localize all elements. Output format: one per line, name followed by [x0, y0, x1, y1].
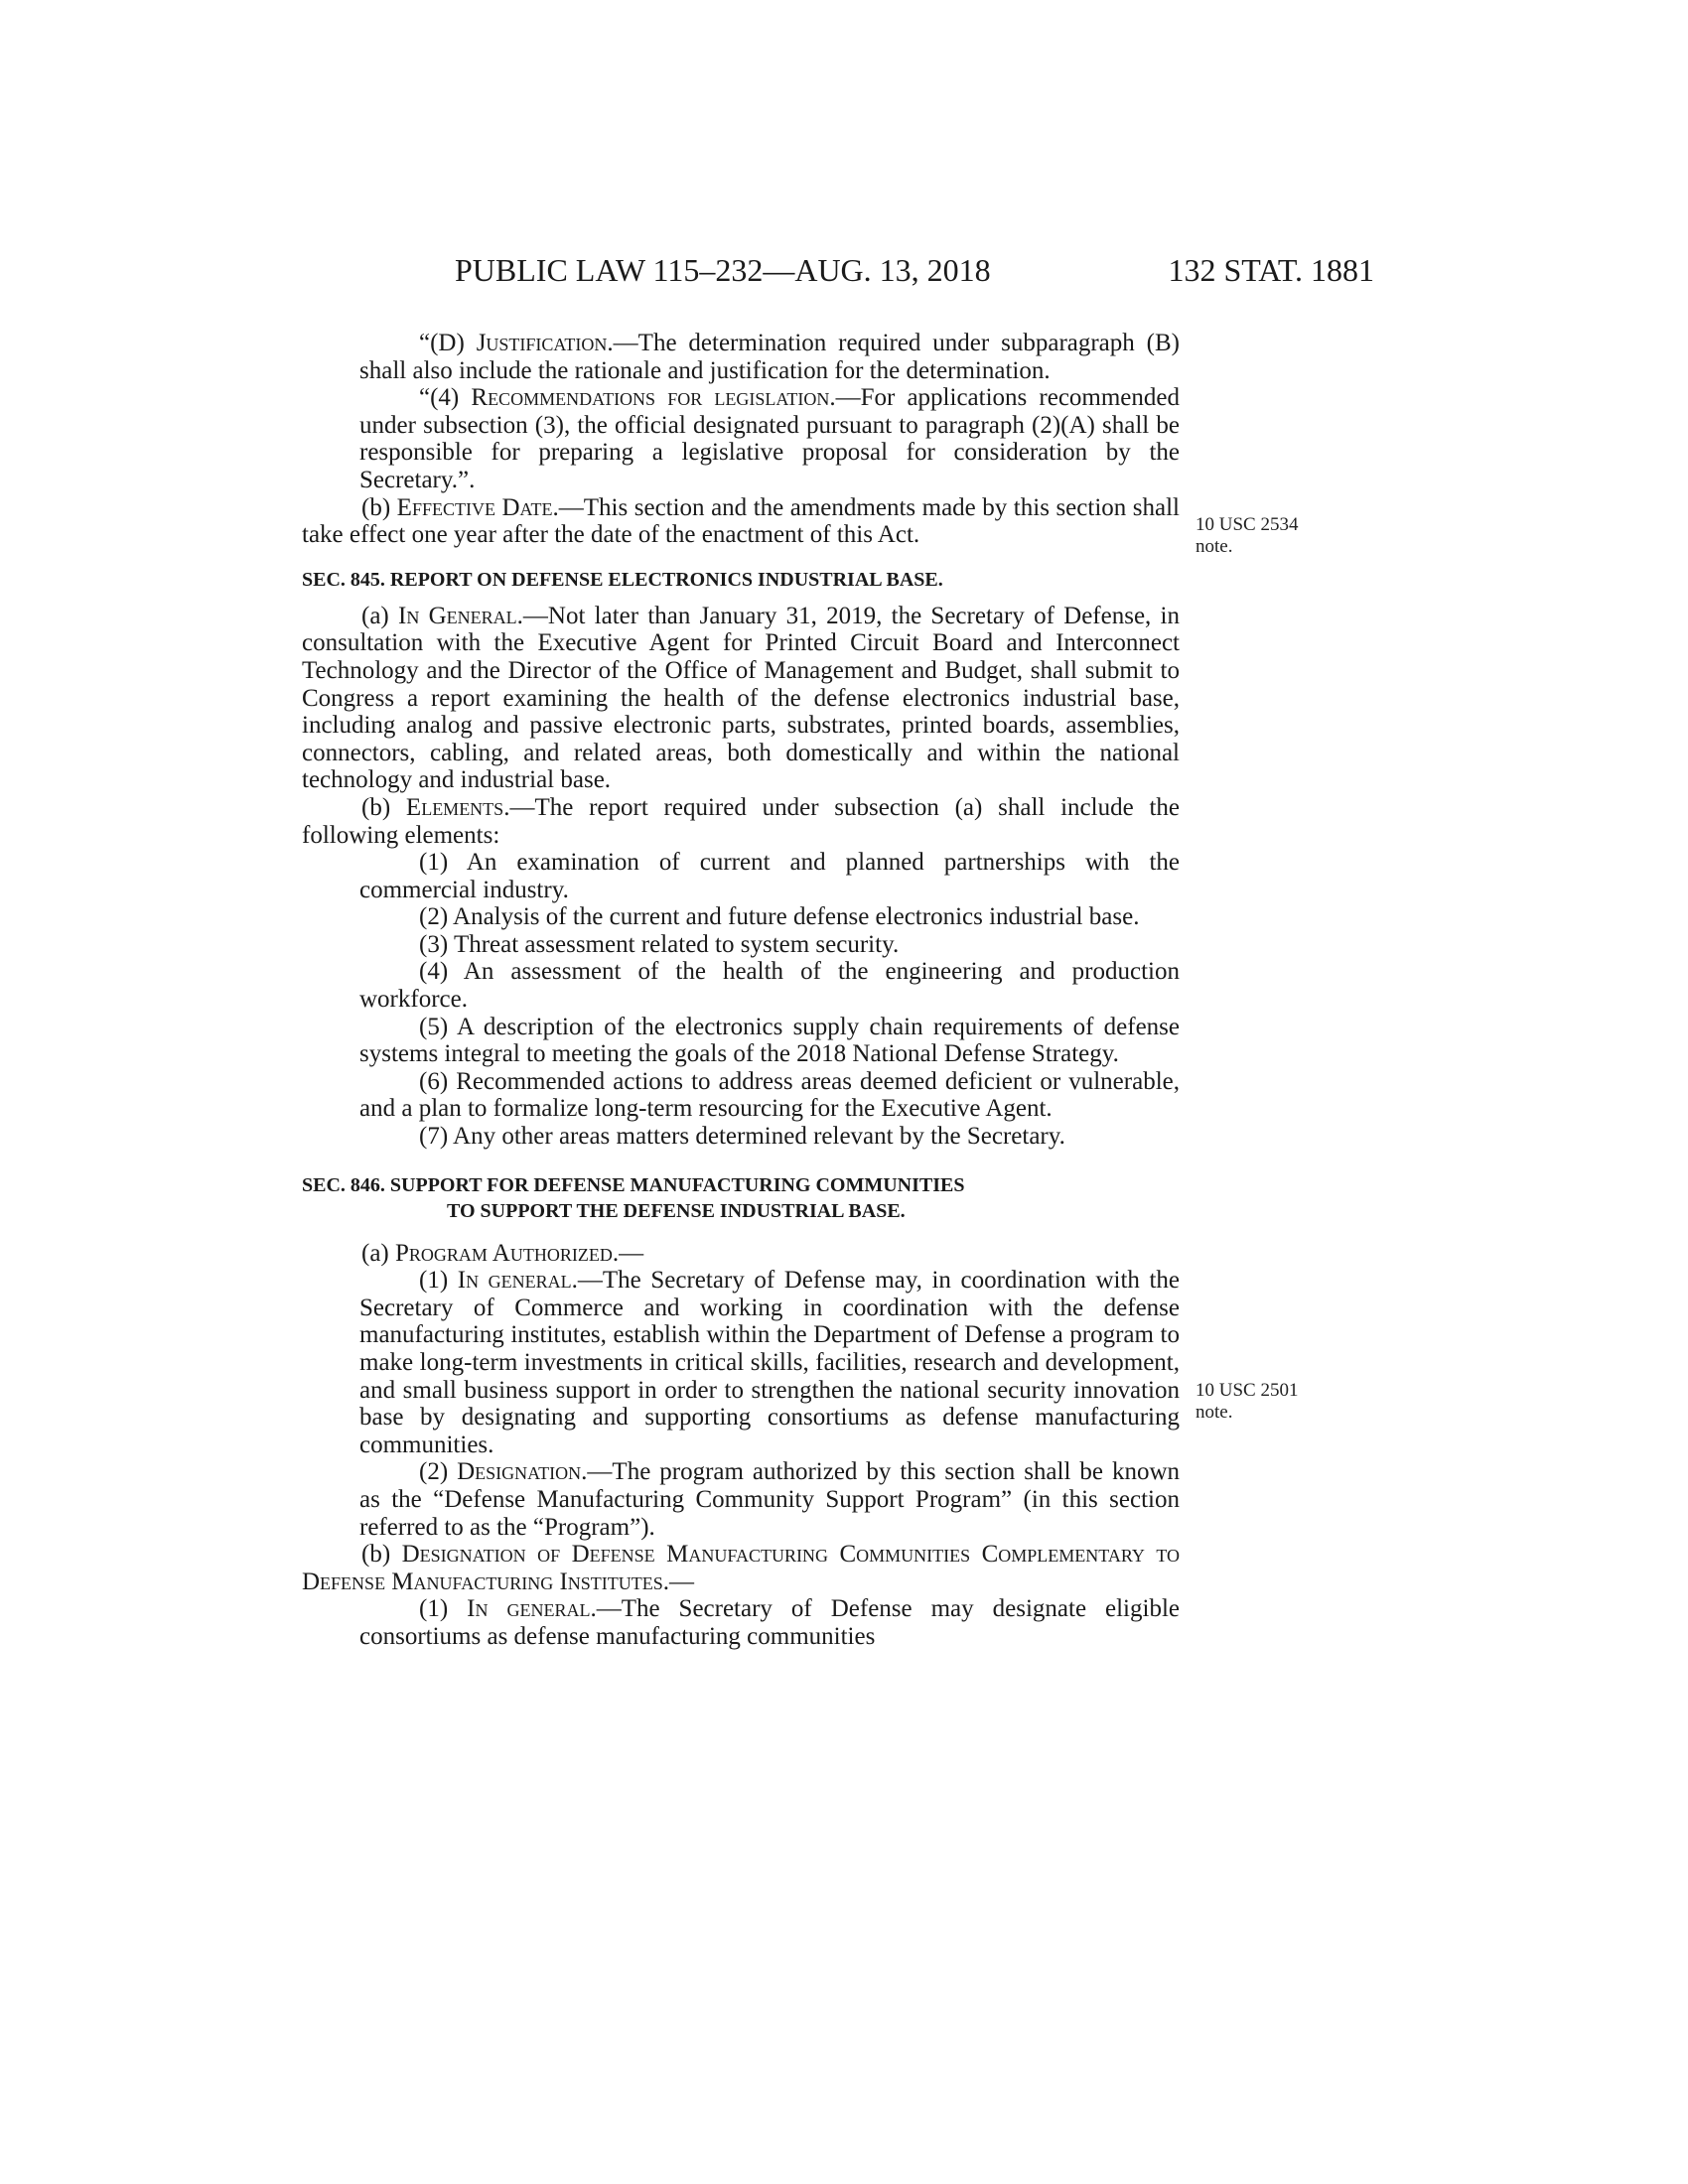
- section-845-heading: SEC. 845. REPORT ON DEFENSE ELECTRONICS INDUSTRIAL BASE.: [302, 568, 943, 591]
- section-845-subsection-a: (a) In General.—Not later than January 31, 2019, the Secretary of Defense, in consultation with the Executive Agent for Printed Circuit Board and Interconnect Technology and the Director of the Office of Management and Budget, shall submit to Congress a report examining the health of the defense electronics industrial base, including analog and passive electronic parts, substrates, printed boards, assemblies, connectors, cabling, and related areas, both domestically and within the national technology and industrial base.: [302, 602, 1180, 794]
- paragraph-d-justification: “(D) Justification.—The determination required under subparagraph (B) shall also include the rationale and justification for the determination.: [359, 330, 1180, 384]
- margin-note-usc-2534: 10 USC 2534 note.: [1196, 514, 1299, 557]
- header-stat-page: 132 STAT. 1881: [1168, 252, 1374, 288]
- list-item: (1) An examination of current and planned partnerships with the commercial industry.: [359, 849, 1180, 903]
- section-846-subsection-a-paragraphs: [302, 1267, 1180, 1541]
- list-item: (6) Recommended actions to address areas deemed deficient or vulnerable, and a plan to formalize long-term resourcing for the Executive Agent.: [359, 1067, 1180, 1123]
- body-text: [302, 330, 1180, 1651]
- list-item: (7) Any other areas matters determined relevant by the Secretary.: [419, 1123, 1065, 1151]
- list-item: (5) A description of the electronics supply chain requirements of defense systems integral to meeting the goals of the 2018 National Defense Strategy.: [359, 1013, 1180, 1068]
- section-846-subsection-b-paragraphs: [302, 1595, 1180, 1650]
- list-item: (4) An assessment of the health of the engineering and production workforce.: [359, 958, 1180, 1014]
- section-846-a2: (2) Designation.—The program authorized by this section shall be known as the “Defense Manufacturing Community Support Program” (in this section referred to as the “Program”).: [359, 1458, 1180, 1541]
- list-item: (3) Threat assessment related to system security.: [419, 930, 900, 958]
- list-item: (2) Analysis of the current and future defense electronics industrial base.: [419, 903, 1140, 931]
- section-846-subsection-b: (b) Designation of Defense Manufacturing Communities Complementary to Defense Manufacturing Institutes.—: [302, 1541, 1180, 1595]
- running-header: [455, 250, 1374, 290]
- paragraph-4-recommendations: “(4) Recommendations for legislation.—For applications recommended under subsection (3), the official designated pursuant to paragraph (2)(A) shall be responsible for preparing a legislative proposal for consideration by the Secretary.”.: [359, 384, 1180, 493]
- paragraph-b-effective-date: (b) Effective Date.—This section and the amendments made by this section shall take effect one year after the date of the enactment of this Act.: [302, 493, 1181, 549]
- section-846-b1: (1) In general.—The Secretary of Defense may designate eligible consortiums as defense manufacturing communities: [359, 1595, 1180, 1650]
- section-845-subsection-b: (b) Elements.—The report required under subsection (a) shall include the following elements:: [302, 793, 1180, 849]
- section-846-subsection-a: (a) Program Authorized.—: [361, 1239, 644, 1267]
- section-846-heading: SEC. 846. SUPPORT FOR DEFENSE MANUFACTURING COMMUNITIES TO SUPPORT THE DEFENSE INDUSTRIAL BASE.: [302, 1173, 965, 1222]
- margin-note-usc-2501: 10 USC 2501 note.: [1196, 1380, 1299, 1423]
- section-845-elements-list: [302, 849, 1180, 1151]
- section-846-a1: (1) In general.—The Secretary of Defense may, in coordination with the Secretary of Commerce and working in coordination with the defense manufacturing institutes, establish within the Department of Defense a program to make long-term investments in critical skills, facilities, research and development, and small business support in order to strengthen the national security innovation base by designating and supporting consortiums as defense manufacturing communities.: [359, 1267, 1181, 1458]
- header-title: PUBLIC LAW 115–232—AUG. 13, 2018: [455, 252, 991, 288]
